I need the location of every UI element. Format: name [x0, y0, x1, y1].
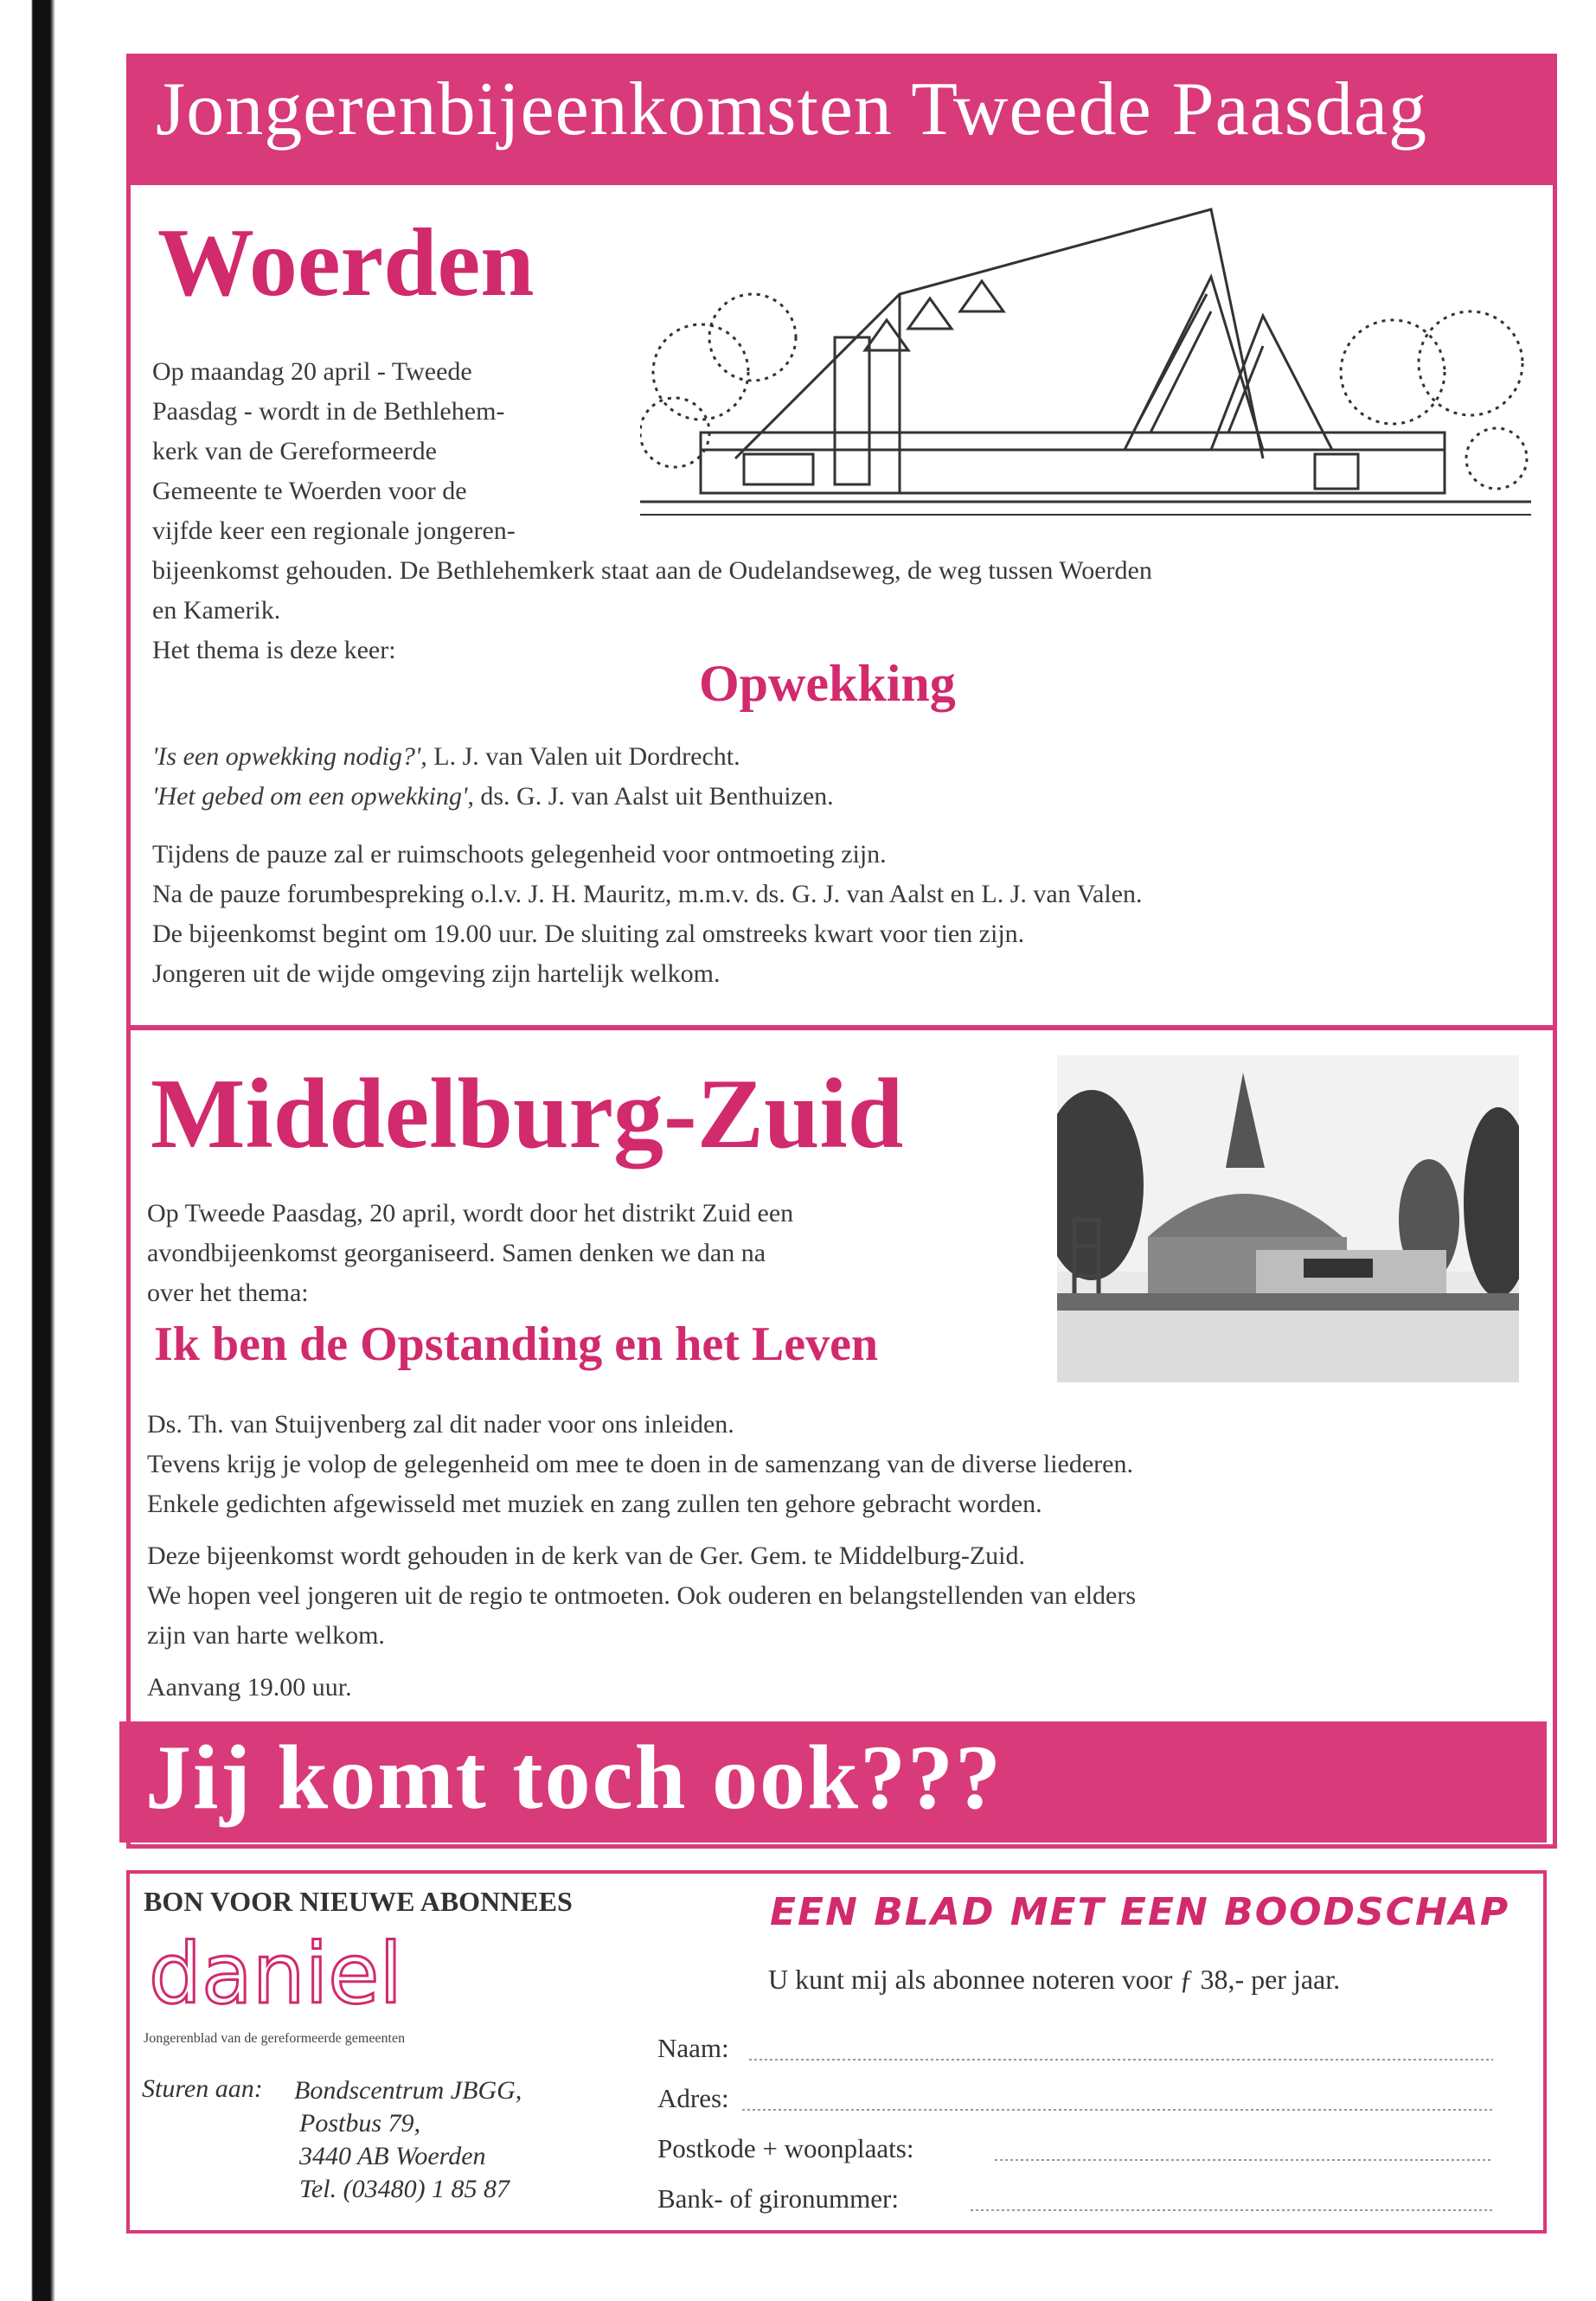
middelburg-line: Enkele gedichten afgewisseld met muziek en zang zullen ten gehore gebracht worden. [147, 1490, 1042, 1518]
middelburg-church-photo [1057, 1055, 1519, 1382]
talk-item [152, 777, 834, 817]
send-to-address [294, 2074, 522, 2206]
woerden-line: Paasdag - wordt in de Bethlehem- [152, 397, 505, 426]
woerden-info-line: De bijeenkomst begint om 19.00 uur. De sluiting zal omstreeks kwart voor tien zijn. [152, 920, 1025, 948]
talk-item [152, 737, 834, 777]
coupon-title: BON VOOR NIEUWE ABONNEES [144, 1886, 573, 1917]
middelburg-start: Aanvang 19.00 uur. [147, 1673, 352, 1702]
page-title: Jongerenbijeenkomsten Tweede Paasdag [156, 67, 1427, 151]
woerden-line: Het thema is deze keer: [152, 636, 396, 664]
bank-field[interactable] [971, 2209, 1493, 2211]
talk-speaker: L. J. van Valen uit Dordrecht. [433, 742, 740, 771]
name-field[interactable] [749, 2059, 1493, 2061]
woerden-line: Gemeente te Woerden voor de [152, 477, 467, 505]
section-divider [126, 1025, 1557, 1030]
daniel-logo [149, 1925, 434, 2029]
woerden-line: Op maandag 20 april - Tweede [152, 357, 472, 386]
woerden-line: en Kamerik. [152, 596, 281, 625]
address-line: 3440 AB Woerden [299, 2142, 486, 2170]
coupon-slogan: EEN BLAD MET EEN BOODSCHAP [770, 1890, 1510, 1934]
send-to-label: Sturen aan: [142, 2074, 263, 2103]
woerden-line: kerk van de Gereformeerde [152, 437, 437, 465]
middelburg-line: avondbijeenkomst georganiseerd. Samen denken we dan na [147, 1239, 766, 1267]
scan-edge [0, 0, 57, 2301]
talk-speaker: ds. G. J. van Aalst uit Benthuizen. [480, 782, 834, 811]
talk-title: 'Het gebed om een opwekking', [152, 782, 474, 811]
logo-subtitle: Jongerenblad van de gereformeerde gemeenten [144, 2031, 406, 2046]
woerden-info-line: Tijdens de pauze zal er ruimschoots gelegenheid voor ontmoeting zijn. [152, 840, 887, 868]
woerden-intro [152, 352, 1152, 670]
middelburg-line: over het thema: [147, 1279, 309, 1307]
woerden-info-line: Na de pauze forumbespreking o.l.v. J. H. Mauritz, m.m.v. ds. G. J. van Aalst en L. J. van Valen. [152, 880, 1143, 908]
address-line: Tel. (03480) 1 85 87 [299, 2175, 510, 2203]
address-line: Postbus 79, [299, 2109, 421, 2138]
middelburg-line: zijn van harte welkom. [147, 1621, 385, 1650]
address-line: Bondscentrum JBGG, [294, 2076, 522, 2105]
woerden-info [152, 835, 1143, 994]
address-label: Adres: [657, 2083, 729, 2113]
middelburg-heading: Middelburg-Zuid [151, 1059, 904, 1170]
woerden-line: bijeenkomst gehouden. De Bethlehemkerk staat aan de Oudelandseweg, de weg tussen Woerden [152, 556, 1152, 585]
subscribe-text: U kunt mij als abonnee noteren voor ƒ 38,- per jaar. [768, 1964, 1341, 1995]
woerden-info-line: Jongeren uit de wijde omgeving zijn hartelijk welkom. [152, 959, 721, 988]
middelburg-intro [147, 1194, 793, 1313]
woerden-heading: Woerden [157, 209, 535, 317]
middelburg-line: We hopen veel jongeren uit de regio te ontmoeten. Ook ouderen en belangstellenden van elders [147, 1581, 1137, 1610]
woerden-theme: Opwekking [699, 655, 956, 712]
postcode-field[interactable] [995, 2159, 1493, 2161]
address-field[interactable] [742, 2109, 1493, 2111]
middelburg-para2 [147, 1405, 1133, 1524]
middelburg-line: Tevens krijg je volop de gelegenheid om mee te doen in de samenzang van de diverse liederen. [147, 1450, 1133, 1478]
postcode-label: Postkode + woonplaats: [657, 2133, 914, 2163]
middelburg-line: Ds. Th. van Stuijvenberg zal dit nader voor ons inleiden. [147, 1410, 734, 1439]
cta-text: Jij komt toch ook??? [145, 1727, 1003, 1828]
talk-title: 'Is een opwekking nodig?', [152, 742, 427, 771]
middelburg-theme: Ik ben de Opstanding en het Leven [154, 1317, 879, 1371]
name-label: Naam: [657, 2033, 729, 2063]
logo-wordmark: daniel [149, 1926, 403, 2022]
bank-label: Bank- of gironummer: [657, 2183, 899, 2214]
middelburg-line: Deze bijeenkomst wordt gehouden in de kerk van de Ger. Gem. te Middelburg-Zuid. [147, 1541, 1026, 1570]
middelburg-para3 [147, 1536, 1136, 1656]
woerden-line: vijfde keer een regionale jongeren- [152, 516, 516, 545]
woerden-talks [152, 737, 834, 817]
middelburg-line: Op Tweede Paasdag, 20 april, wordt door het distrikt Zuid een [147, 1199, 794, 1227]
